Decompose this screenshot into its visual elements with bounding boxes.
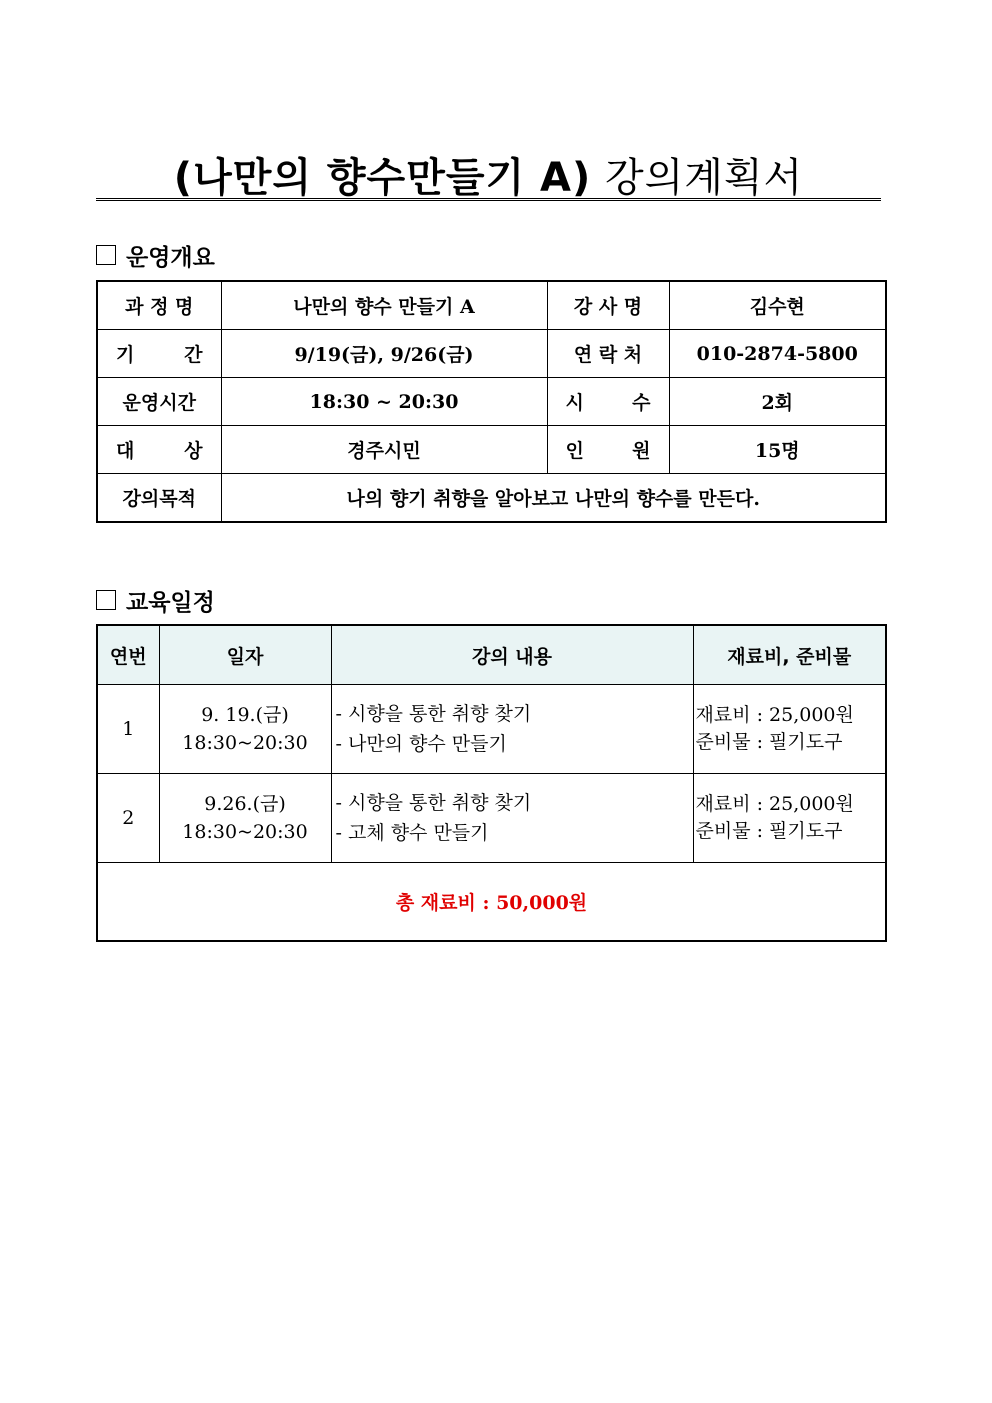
hours-value: 18:30 ~ 20:30 — [221, 378, 547, 426]
purpose-value: 나의 향기 취향을 알아보고 나만의 향수를 만든다. — [221, 474, 886, 523]
row-supplies-line: 준비물 : 필기도구 — [695, 731, 843, 753]
row-date-time: 18:30~20:30 — [182, 732, 308, 754]
row-content-line: - 시향을 통한 취향 찾기 — [335, 792, 532, 814]
table-row — [97, 474, 886, 523]
capacity-label — [547, 426, 669, 474]
instructor-label: 강 사 명 — [547, 281, 669, 330]
capacity-value: 15명 — [669, 426, 886, 474]
period-label-a: 기 — [116, 344, 135, 366]
total-cost: 총 재료비 : 50,000원 — [97, 863, 886, 942]
header-cost: 재료비, 준비물 — [693, 625, 886, 685]
header-date: 일자 — [159, 625, 331, 685]
row-cost — [693, 685, 886, 774]
course-value: 나만의 향수 만들기 A — [221, 281, 547, 330]
sessions-label-b: 수 — [632, 392, 651, 414]
table-row — [97, 330, 886, 378]
row-cost-line: 재료비 : 25,000원 — [695, 793, 854, 815]
section-schedule-label: 교육일정 — [126, 589, 215, 616]
row-content — [331, 685, 693, 774]
header-content: 강의 내용 — [331, 625, 693, 685]
row-cost — [693, 774, 886, 863]
sessions-label-a: 시 — [565, 392, 584, 414]
capacity-label-a: 인 — [565, 440, 584, 462]
period-value: 9/19(금), 9/26(금) — [221, 330, 547, 378]
target-label-a: 대 — [116, 440, 135, 462]
row-date-day: 9. 19.(금) — [201, 704, 289, 726]
sessions-value: 2회 — [669, 378, 886, 426]
row-no: 1 — [97, 685, 159, 774]
target-label-b: 상 — [184, 440, 203, 462]
table-row — [97, 685, 886, 774]
table-row — [97, 378, 886, 426]
total-row — [97, 863, 886, 942]
section-schedule-heading — [96, 585, 215, 615]
instructor-value: 김수현 — [669, 281, 886, 330]
row-no: 2 — [97, 774, 159, 863]
checkbox-icon — [96, 590, 116, 610]
checkbox-icon — [96, 245, 116, 265]
row-content-line: - 고체 향수 만들기 — [335, 822, 489, 844]
target-value: 경주시민 — [221, 426, 547, 474]
period-label — [97, 330, 221, 378]
schedule-table — [96, 624, 887, 942]
row-content-line: - 나만의 향수 만들기 — [335, 733, 507, 755]
page-title-main: (나만의 향수만들기 A) — [173, 155, 592, 201]
table-row — [97, 426, 886, 474]
section-overview-label: 운영개요 — [126, 244, 215, 271]
row-content — [331, 774, 693, 863]
row-content-line: - 시향을 통한 취향 찾기 — [335, 703, 532, 725]
page-title — [96, 146, 881, 203]
purpose-label: 강의목적 — [97, 474, 221, 523]
overview-table — [96, 280, 887, 523]
hours-label: 운영시간 — [97, 378, 221, 426]
page-title-sub: 강의계획서 — [605, 155, 804, 201]
title-block — [96, 138, 881, 201]
header-no: 연번 — [97, 625, 159, 685]
row-date — [159, 774, 331, 863]
row-date-time: 18:30~20:30 — [182, 821, 308, 843]
contact-label: 연 락 처 — [547, 330, 669, 378]
row-supplies-line: 준비물 : 필기도구 — [695, 820, 843, 842]
table-row — [97, 774, 886, 863]
course-label: 과 정 명 — [97, 281, 221, 330]
target-label — [97, 426, 221, 474]
sessions-label — [547, 378, 669, 426]
table-header-row — [97, 625, 886, 685]
row-date — [159, 685, 331, 774]
row-cost-line: 재료비 : 25,000원 — [695, 704, 854, 726]
contact-value: 010-2874-5800 — [669, 330, 886, 378]
row-date-day: 9.26.(금) — [204, 793, 286, 815]
table-row — [97, 281, 886, 330]
capacity-label-b: 원 — [632, 440, 651, 462]
section-overview-heading — [96, 240, 215, 270]
period-label-b: 간 — [184, 344, 203, 366]
